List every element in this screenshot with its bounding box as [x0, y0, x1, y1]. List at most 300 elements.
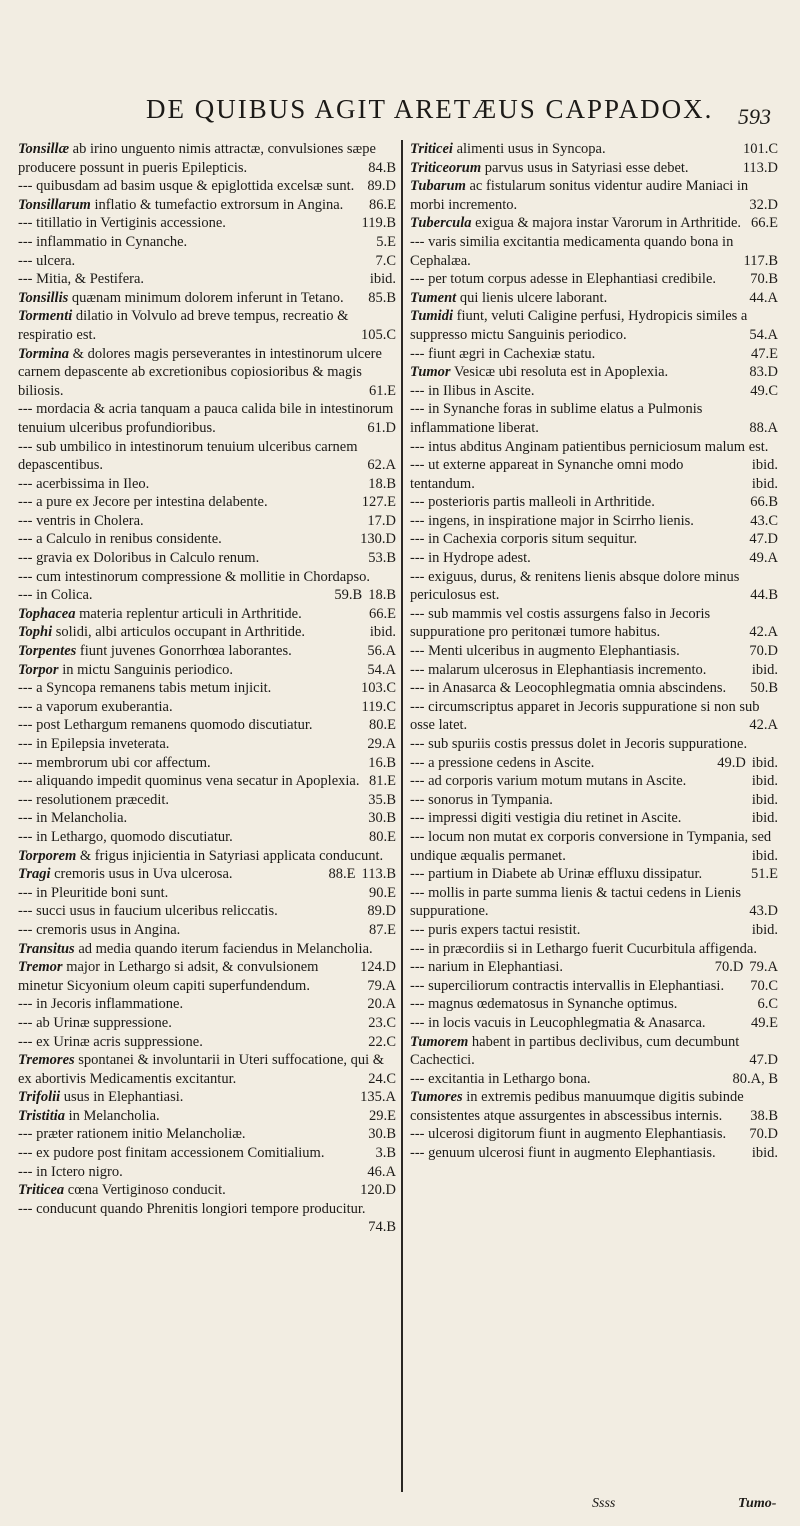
- entry-reference: 47.D: [749, 531, 778, 548]
- entry-headword: Tonsillis: [18, 289, 69, 306]
- page-footer: [0, 1496, 800, 1520]
- entry-text: in Anasarca & Leocophlegmatia omnia abscindens.: [428, 680, 727, 697]
- index-entry: [18, 902, 396, 921]
- index-entry: [18, 791, 396, 810]
- entry-headword: Triticea: [18, 1182, 65, 1199]
- index-entry: [410, 605, 778, 642]
- repeat-dash: ---: [410, 959, 425, 976]
- repeat-dash: ---: [18, 1126, 33, 1143]
- entry-headword: Tophi: [18, 624, 53, 641]
- entry-reference: 46.A: [367, 1163, 396, 1180]
- entry-reference: 81.E: [369, 773, 396, 790]
- entry-text: sub spuriis costis pressus dolet in Jecoris suppuratione.: [428, 736, 748, 752]
- entry-text: alimenti usus in Syncopa.: [456, 141, 606, 157]
- column-divider: [401, 140, 403, 1492]
- entry-text: spontanei & involuntarii in Uteri suffocatione, qui & ex abortivis Medicamentis excitantur.: [18, 1052, 385, 1087]
- entry-reference: 16.B: [368, 754, 396, 771]
- entry-reference: 47.D: [749, 1052, 778, 1069]
- index-entry: [410, 159, 778, 178]
- entry-text: solidi, albi articulos occupant in Arthritide.: [55, 624, 306, 641]
- index-entry: [18, 661, 396, 680]
- index-entry: [410, 140, 778, 159]
- entry-text: in mictu Sanguinis periodico.: [62, 661, 233, 678]
- running-header: DE QUIBUS AGIT ARETÆUS CAPPADOX.: [146, 94, 714, 124]
- repeat-dash: ---: [410, 1145, 425, 1162]
- repeat-dash: ---: [18, 921, 33, 938]
- index-entry: [410, 642, 778, 661]
- entry-reference: ibid.: [751, 1145, 778, 1162]
- repeat-dash: ---: [18, 810, 33, 827]
- entry-text: mollis in parte summa lienis & tactui cedens in Lienis suppuratione.: [410, 884, 742, 920]
- entry-headword: Torporem: [18, 847, 77, 864]
- index-entry: [18, 1033, 396, 1052]
- entry-headword: Tragi: [18, 866, 51, 883]
- index-entry: [410, 1144, 778, 1163]
- repeat-dash: ---: [410, 791, 425, 808]
- index-entry: [410, 977, 778, 996]
- index-entry: [410, 958, 778, 977]
- entry-reference: 66.E: [751, 215, 778, 232]
- index-entry: [18, 772, 396, 791]
- entry-text: in Epilepsia inveterata.: [36, 736, 170, 752]
- entry-text: in Ilibus in Ascite.: [428, 382, 535, 399]
- repeat-dash: ---: [18, 252, 33, 269]
- entry-text: Vesicæ ubi resoluta est in Apoplexia.: [453, 364, 669, 381]
- entry-text: varis similia excitantia medicamenta quando bona in Cephalæa.: [410, 233, 734, 269]
- entry-headword: Tormenti: [18, 308, 73, 325]
- repeat-dash: ---: [18, 884, 33, 901]
- index-entry: [410, 438, 778, 474]
- entry-text: in Jecoris inflammatione.: [36, 996, 184, 1013]
- entry-reference: 49.A: [749, 550, 778, 567]
- entry-headword: Tumores: [410, 1089, 463, 1106]
- entry-reference: ibid.: [751, 475, 778, 492]
- repeat-dash: ---: [410, 810, 425, 827]
- index-entry: [18, 493, 396, 512]
- index-entry: [410, 233, 778, 270]
- entry-reference: 20.A: [367, 996, 396, 1013]
- entry-reference: 124.D: [360, 959, 396, 976]
- entry-reference: 47.E: [751, 345, 778, 362]
- index-entry: [410, 921, 778, 940]
- entry-text: fiunt ægri in Cachexiæ statu.: [428, 345, 596, 362]
- index-entry: [18, 307, 396, 344]
- index-entry: [18, 865, 396, 884]
- index-entry: [18, 958, 396, 995]
- entry-reference: 85.B: [368, 289, 396, 306]
- entry-headword: Trifolii: [18, 1089, 61, 1106]
- entry-reference: 135.A: [360, 1089, 396, 1106]
- repeat-dash: ---: [410, 866, 425, 883]
- index-entry: [18, 754, 396, 773]
- entry-text: locum non mutat ex corporis conversione in Tympania, sed undique æqualis permanet.: [410, 828, 772, 864]
- entry-text: posterioris partis malleoli in Arthritide.: [428, 494, 655, 511]
- entry-reference: 29.A: [367, 736, 396, 752]
- repeat-dash: ---: [410, 921, 425, 938]
- entry-reference: ibid.: [751, 457, 778, 474]
- entry-text: fiunt juvenes Gonorrhœa laborantes.: [79, 643, 292, 660]
- entry-reference: 54.A: [749, 326, 778, 343]
- entry-reference: 113.B: [361, 866, 396, 883]
- entry-reference: 66.E: [369, 605, 396, 622]
- repeat-dash: ---: [18, 773, 33, 790]
- index-entry: [410, 791, 778, 810]
- entry-text: cœna Vertiginoso conducit.: [67, 1182, 226, 1199]
- repeat-dash: ---: [18, 512, 33, 529]
- entry-reference: 7.C: [375, 252, 396, 269]
- entry-reference: 120.D: [360, 1182, 396, 1199]
- index-entry: [18, 716, 396, 735]
- entry-text: mordacia & acria tanquam a pauca calida bile in intestinorum tenuium ulceribus profundioribus.: [18, 401, 394, 436]
- entry-text: in Melancholia.: [68, 1107, 160, 1124]
- entry-text: superciliorum contractis intervallis in Elephantiasi.: [428, 977, 725, 994]
- entry-headword: Tremor: [18, 959, 63, 976]
- entry-text: puris expers tactui resistit.: [428, 921, 581, 938]
- index-entry: [410, 995, 778, 1014]
- entry-reference: 42.A: [749, 717, 778, 734]
- repeat-dash: ---: [410, 438, 425, 455]
- right-column: [410, 140, 778, 1495]
- repeat-dash: ---: [410, 977, 425, 994]
- entry-text: resolutionem præcedit.: [36, 791, 170, 808]
- repeat-dash: ---: [18, 215, 33, 232]
- entry-text: sonorus in Tympania.: [428, 791, 553, 808]
- entry-headword: Tristitia: [18, 1107, 65, 1124]
- index-entry: [18, 884, 396, 903]
- repeat-dash: ---: [410, 233, 425, 250]
- entry-text: gravia ex Doloribus in Calculo renum.: [36, 550, 260, 567]
- entry-reference: 44.B: [750, 587, 778, 604]
- entry-reference: 24.C: [368, 1070, 396, 1087]
- repeat-dash: ---: [18, 736, 33, 752]
- entry-reference: 38.B: [750, 1107, 778, 1124]
- entry-reference: 5.E: [376, 233, 396, 250]
- repeat-dash: ---: [410, 773, 425, 790]
- entry-reference: 84.B: [368, 159, 396, 176]
- entry-reference: 105.C: [360, 326, 396, 343]
- index-entry: [18, 809, 396, 828]
- entry-text: cum intestinorum compressione & mollitie in Chordapso.: [36, 568, 370, 585]
- entry-reference: 30.B: [368, 1126, 396, 1143]
- entry-headword: Tremores: [18, 1052, 75, 1069]
- entry-headword: Tubarum: [410, 178, 466, 195]
- entry-reference: 59.B: [334, 587, 363, 604]
- repeat-dash: ---: [410, 271, 425, 288]
- index-entry: [410, 512, 778, 531]
- entry-reference: 103.C: [360, 680, 396, 697]
- entry-reference: 87.E: [369, 921, 396, 938]
- entry-reference: 56.A: [367, 643, 396, 660]
- entry-text: in Cachexia corporis situm sequitur.: [428, 531, 638, 548]
- repeat-dash: ---: [410, 884, 425, 901]
- index-entry: [18, 289, 396, 308]
- repeat-dash: ---: [410, 680, 425, 697]
- repeat-dash: ---: [18, 1145, 33, 1162]
- repeat-dash: ---: [18, 1033, 33, 1050]
- entry-reference: 54.A: [367, 661, 396, 678]
- repeat-dash: ---: [18, 233, 33, 250]
- repeat-dash: ---: [18, 828, 33, 845]
- entry-reference: 53.B: [368, 550, 396, 567]
- entry-reference: ibid.: [751, 754, 778, 771]
- repeat-dash: ---: [18, 550, 33, 567]
- entry-reference: 119.C: [361, 698, 396, 715]
- entry-headword: Torpentes: [18, 643, 77, 660]
- index-entry: [18, 735, 396, 754]
- repeat-dash: ---: [18, 680, 33, 697]
- index-entry: [410, 549, 778, 568]
- index-entry: [18, 1088, 396, 1107]
- entry-reference: 80.A, B: [732, 1070, 778, 1087]
- entry-text: membrorum ubi cor affectum.: [36, 754, 211, 771]
- repeat-dash: ---: [410, 1014, 425, 1031]
- entry-headword: Tonsillarum: [18, 196, 91, 213]
- entry-reference: 117.B: [743, 252, 778, 269]
- entry-reference: 3.B: [375, 1145, 396, 1162]
- signature-mark: Ssss: [592, 1496, 616, 1511]
- entry-text: circumscriptus apparet in Jecoris suppuratione si non sub osse latet.: [410, 698, 760, 734]
- entry-text: genuum ulcerosi fiunt in augmento Elephantiasis.: [428, 1145, 716, 1162]
- repeat-dash: ---: [18, 438, 33, 455]
- entry-text: exiguus, durus, & renitens lienis absque dolore minus periculosus est.: [410, 568, 740, 604]
- repeat-dash: ---: [18, 996, 33, 1013]
- entry-reference: ibid.: [751, 847, 778, 864]
- repeat-dash: ---: [410, 568, 425, 585]
- repeat-dash: ---: [18, 698, 33, 715]
- entry-reference: 18.B: [368, 475, 396, 492]
- entry-headword: Tument: [410, 289, 457, 306]
- repeat-dash: ---: [410, 345, 425, 362]
- entry-text: exigua & majora instar Varorum in Arthritide.: [475, 215, 742, 232]
- entry-text: per totum corpus adesse in Elephantiasi credibile.: [428, 271, 717, 288]
- index-entry: [18, 828, 396, 847]
- index-entry: [18, 1163, 396, 1182]
- entry-reference: 127.E: [361, 494, 396, 511]
- entry-reference: 43.C: [750, 512, 778, 529]
- index-entry: [18, 1200, 396, 1236]
- repeat-dash: ---: [410, 736, 425, 752]
- index-entry: [410, 382, 778, 401]
- repeat-dash: ---: [410, 382, 425, 399]
- entry-text: excitantia in Lethargo bona.: [428, 1070, 591, 1087]
- entry-headword: Tophacea: [18, 605, 76, 622]
- index-entry: [410, 493, 778, 512]
- entry-text: magnus œdematosus in Synanche optimus.: [428, 996, 678, 1013]
- entry-text: Menti ulceribus in augmento Elephantiasis.: [428, 643, 680, 660]
- repeat-dash: ---: [410, 531, 425, 548]
- repeat-dash: ---: [410, 698, 425, 715]
- index-entry: [410, 698, 778, 735]
- entry-text: in locis vacuis in Leucophlegmatia & Anasarca.: [428, 1014, 706, 1031]
- repeat-dash: ---: [18, 1014, 33, 1031]
- repeat-dash: ---: [18, 791, 33, 808]
- entry-headword: Torpor: [18, 661, 59, 678]
- entry-reference: 70.D: [749, 1126, 778, 1143]
- entry-reference: 70.C: [750, 977, 778, 994]
- entry-text: in Ictero nigro.: [36, 1163, 123, 1180]
- entry-text: usus in Elephantiasi.: [63, 1089, 184, 1106]
- entry-headword: Tumidi: [410, 308, 453, 325]
- index-entry: [410, 1070, 778, 1089]
- entry-reference: 42.A: [749, 624, 778, 641]
- index-entry: [18, 196, 396, 215]
- entry-text: narium in Elephantiasi.: [428, 959, 564, 976]
- entry-reference: 70.B: [750, 271, 778, 288]
- index-entry: [18, 252, 396, 271]
- repeat-dash: ---: [18, 587, 33, 604]
- index-entry: [410, 809, 778, 828]
- repeat-dash: ---: [410, 996, 425, 1013]
- entry-reference: ibid.: [751, 921, 778, 938]
- index-entry: [18, 270, 396, 289]
- entry-reference: 18.B: [368, 587, 396, 604]
- entry-text: ulcerosi digitorum fiunt in augmento Elephantiasis.: [428, 1126, 727, 1143]
- entry-text: inflatio & tumefactio extrorsum in Angina.: [94, 196, 344, 213]
- entry-reference: 35.B: [368, 791, 396, 808]
- entry-text: sub mammis vel costis assurgens falso in Jecoris suppuratione pro peritonæi tumore habitus.: [410, 605, 711, 641]
- repeat-dash: ---: [18, 1200, 33, 1217]
- index-entry: [410, 400, 778, 437]
- entry-text: ad media quando iterum faciendus in Melancholia.: [78, 940, 373, 957]
- index-entry: [410, 307, 778, 344]
- index-entry: [410, 679, 778, 698]
- entry-text: ex pudore post finitam accessionem Comitialium.: [36, 1145, 325, 1162]
- entry-reference: 51.E: [751, 866, 778, 883]
- entry-reference: 88.A: [749, 419, 778, 436]
- entry-reference: 66.B: [750, 494, 778, 511]
- entry-reference: 88.E: [328, 866, 356, 883]
- entry-text: in Hydrope adest.: [428, 550, 531, 567]
- index-entry: [410, 754, 778, 773]
- entry-text: malarum ulcerosus in Elephantiasis incremento.: [428, 661, 707, 678]
- entry-reference: ibid.: [751, 810, 778, 827]
- index-entry: [410, 568, 778, 605]
- entry-text: ad corporis varium motum mutans in Ascite.: [428, 773, 687, 790]
- index-entry: [410, 530, 778, 549]
- index-entry: [18, 1107, 396, 1126]
- entry-text: habent in partibus declivibus, cum decumbunt Cachectici.: [410, 1033, 740, 1069]
- entry-reference: 80.E: [369, 828, 396, 845]
- index-entry: [18, 1051, 396, 1088]
- entry-headword: Tormina: [18, 345, 70, 362]
- entry-reference: 50.B: [750, 680, 778, 697]
- entry-text: quænam minimum dolorem inferunt in Tetano.: [71, 289, 344, 306]
- index-entry: [18, 400, 396, 437]
- entry-text: Mitia, & Pestifera.: [36, 271, 145, 288]
- repeat-dash: ---: [410, 828, 425, 845]
- entry-reference: 49.E: [751, 1014, 778, 1031]
- entry-text: major in Lethargo si adsit, & convulsionem minetur Sicyonium oleum capiti superfundendum.: [18, 959, 319, 994]
- entry-reference: 83.D: [749, 364, 778, 381]
- index-entry: [18, 475, 396, 494]
- entry-text: in Lethargo, quomodo discutiatur.: [36, 828, 233, 845]
- entry-text: aliquando impedit quominus vena secatur in Apoplexia.: [36, 773, 360, 790]
- entry-text: acerbissima in Ileo.: [36, 475, 150, 492]
- entry-text: titillatio in Vertiginis accessione.: [36, 215, 226, 232]
- entry-reference: 119.B: [361, 215, 396, 232]
- entry-text: parvus usus in Satyriasi esse debet.: [484, 159, 689, 176]
- index-entry: [18, 345, 396, 401]
- entry-text: impressi digiti vestigia diu retinet in Ascite.: [428, 810, 682, 827]
- entry-headword: Tonsillæ: [18, 141, 70, 157]
- repeat-dash: ---: [410, 401, 425, 418]
- left-column: [18, 140, 396, 1495]
- entry-reference: 80.E: [369, 717, 396, 734]
- entry-reference: 6.C: [757, 996, 778, 1013]
- index-entry: [18, 995, 396, 1014]
- entry-text: ingens, in inspiratione major in Scirrho lienis.: [428, 512, 694, 529]
- entry-headword: Tubercula: [410, 215, 472, 232]
- index-entry: [18, 623, 396, 642]
- entry-headword: Transitus: [18, 940, 75, 957]
- repeat-dash: ---: [18, 754, 33, 771]
- index-entry: [18, 1181, 396, 1200]
- entry-text: præter rationem initio Melancholiæ.: [36, 1126, 246, 1143]
- repeat-dash: ---: [410, 494, 425, 511]
- entry-reference: 101.C: [742, 141, 778, 157]
- entry-text: succi usus in faucium ulceribus reliccatis.: [36, 903, 278, 920]
- entry-reference: 79.A: [367, 977, 396, 994]
- entry-reference: 70.D: [714, 959, 744, 976]
- entry-text: a Calculo in renibus considente.: [36, 531, 222, 548]
- index-entry: [18, 214, 396, 233]
- index-entry: [18, 438, 396, 475]
- index-entry: [410, 884, 778, 921]
- entry-reference: 61.D: [367, 419, 396, 436]
- entry-reference: 74.B: [368, 1219, 396, 1236]
- entry-text: intus abditus Anginam patientibus perniciosum malum est.: [428, 438, 769, 455]
- entry-text: a vaporum exuberantia.: [36, 698, 173, 715]
- entry-reference: 70.D: [749, 643, 778, 660]
- entry-reference: 44.A: [749, 289, 778, 306]
- repeat-dash: ---: [18, 717, 33, 734]
- entry-text: ut externe appareat in Synanche omni modo tentandum.: [410, 457, 684, 492]
- entry-text: post Lethargum remanens quomodo discutiatur.: [36, 717, 313, 734]
- repeat-dash: ---: [18, 401, 33, 418]
- entry-headword: Tumorem: [410, 1033, 469, 1050]
- index-entry: [18, 679, 396, 698]
- repeat-dash: ---: [18, 903, 33, 920]
- index-entry: [18, 586, 396, 605]
- index-entry: [410, 1088, 778, 1125]
- index-entry: [410, 363, 778, 382]
- repeat-dash: ---: [410, 1070, 425, 1087]
- index-entry: [410, 270, 778, 289]
- repeat-dash: ---: [18, 178, 33, 195]
- entry-reference: ibid.: [369, 624, 396, 641]
- repeat-dash: ---: [410, 605, 425, 622]
- entry-text: sub umbilico in intestinorum tenuium ulceribus carnem depascentibus.: [18, 438, 358, 474]
- entry-text: in extremis pedibus manuumque digitis subinde consistentes atque assurgentes in abscessibus internis.: [410, 1089, 744, 1124]
- entry-text: conducunt quando Phrenitis longiori tempore producitur.: [36, 1200, 366, 1217]
- entry-text: ventris in Cholera.: [36, 512, 144, 529]
- repeat-dash: ---: [410, 754, 425, 771]
- entry-reference: 90.E: [369, 884, 396, 901]
- entry-text: ulcera.: [36, 252, 76, 269]
- index-entry: [18, 1144, 396, 1163]
- index-entry: [18, 605, 396, 624]
- entry-reference: 17.D: [367, 512, 396, 529]
- repeat-dash: ---: [410, 550, 425, 567]
- repeat-dash: ---: [18, 494, 33, 511]
- entry-text: fiunt, veluti Caligine perfusi, Hydropicis similes a suppresso mictu Sanguinis periodico.: [410, 308, 748, 343]
- index-entry: [18, 512, 396, 531]
- entry-text: in præcordiis si in Lethargo fuerit Cucurbitula affigenda.: [428, 940, 757, 957]
- entry-text: dilatio in Volvulo ad breve tempus, recreatio & respiratio est.: [18, 308, 349, 343]
- index-entry: [410, 289, 778, 308]
- entry-text: ab irino unguento nimis attractæ, convulsiones sæpe producere possunt in pueris Epilepticis.: [18, 141, 376, 176]
- entry-reference: ibid.: [751, 773, 778, 790]
